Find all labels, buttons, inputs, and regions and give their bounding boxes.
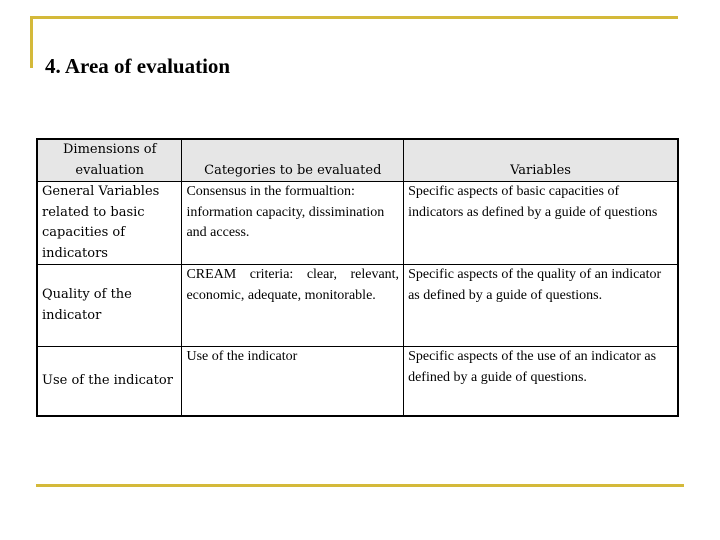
table-row: [37, 265, 678, 347]
left-decorative-rule: [30, 16, 33, 68]
row-quality-category: CREAM criteria: clear, relevant, economic, adequate, monitorable.: [182, 265, 404, 347]
row-general-variable: Specific aspects of basic capacities of indicators as defined by a guide of questions: [404, 182, 678, 265]
header-variables: Variables: [404, 139, 678, 182]
table-header-row: [37, 139, 678, 182]
bottom-decorative-rule: [36, 484, 684, 487]
row-general-dimension: General Variables related to basic capacities of indicators: [37, 182, 182, 265]
header-dimensions: Dimensions of evaluation: [37, 139, 182, 182]
top-decorative-rule: [30, 16, 678, 19]
row-use-category: Use of the indicator: [182, 347, 404, 417]
row-general-category: Consensus in the formualtion: information capacity, dissimination and access.: [182, 182, 404, 265]
table-row: [37, 182, 678, 265]
header-categories: Categories to be evaluated: [182, 139, 404, 182]
row-quality-dimension: Quality of the indicator: [37, 265, 182, 347]
evaluation-table: [36, 138, 679, 417]
row-use-variable: Specific aspects of the use of an indicator as defined by a guide of questions.: [404, 347, 678, 417]
row-use-dimension: Use of the indicator: [37, 347, 182, 417]
slide-title: 4. Area of evaluation: [45, 54, 231, 78]
row-quality-variable: Specific aspects of the quality of an indicator as defined by a guide of questions.: [404, 265, 678, 347]
table-row: [37, 347, 678, 417]
